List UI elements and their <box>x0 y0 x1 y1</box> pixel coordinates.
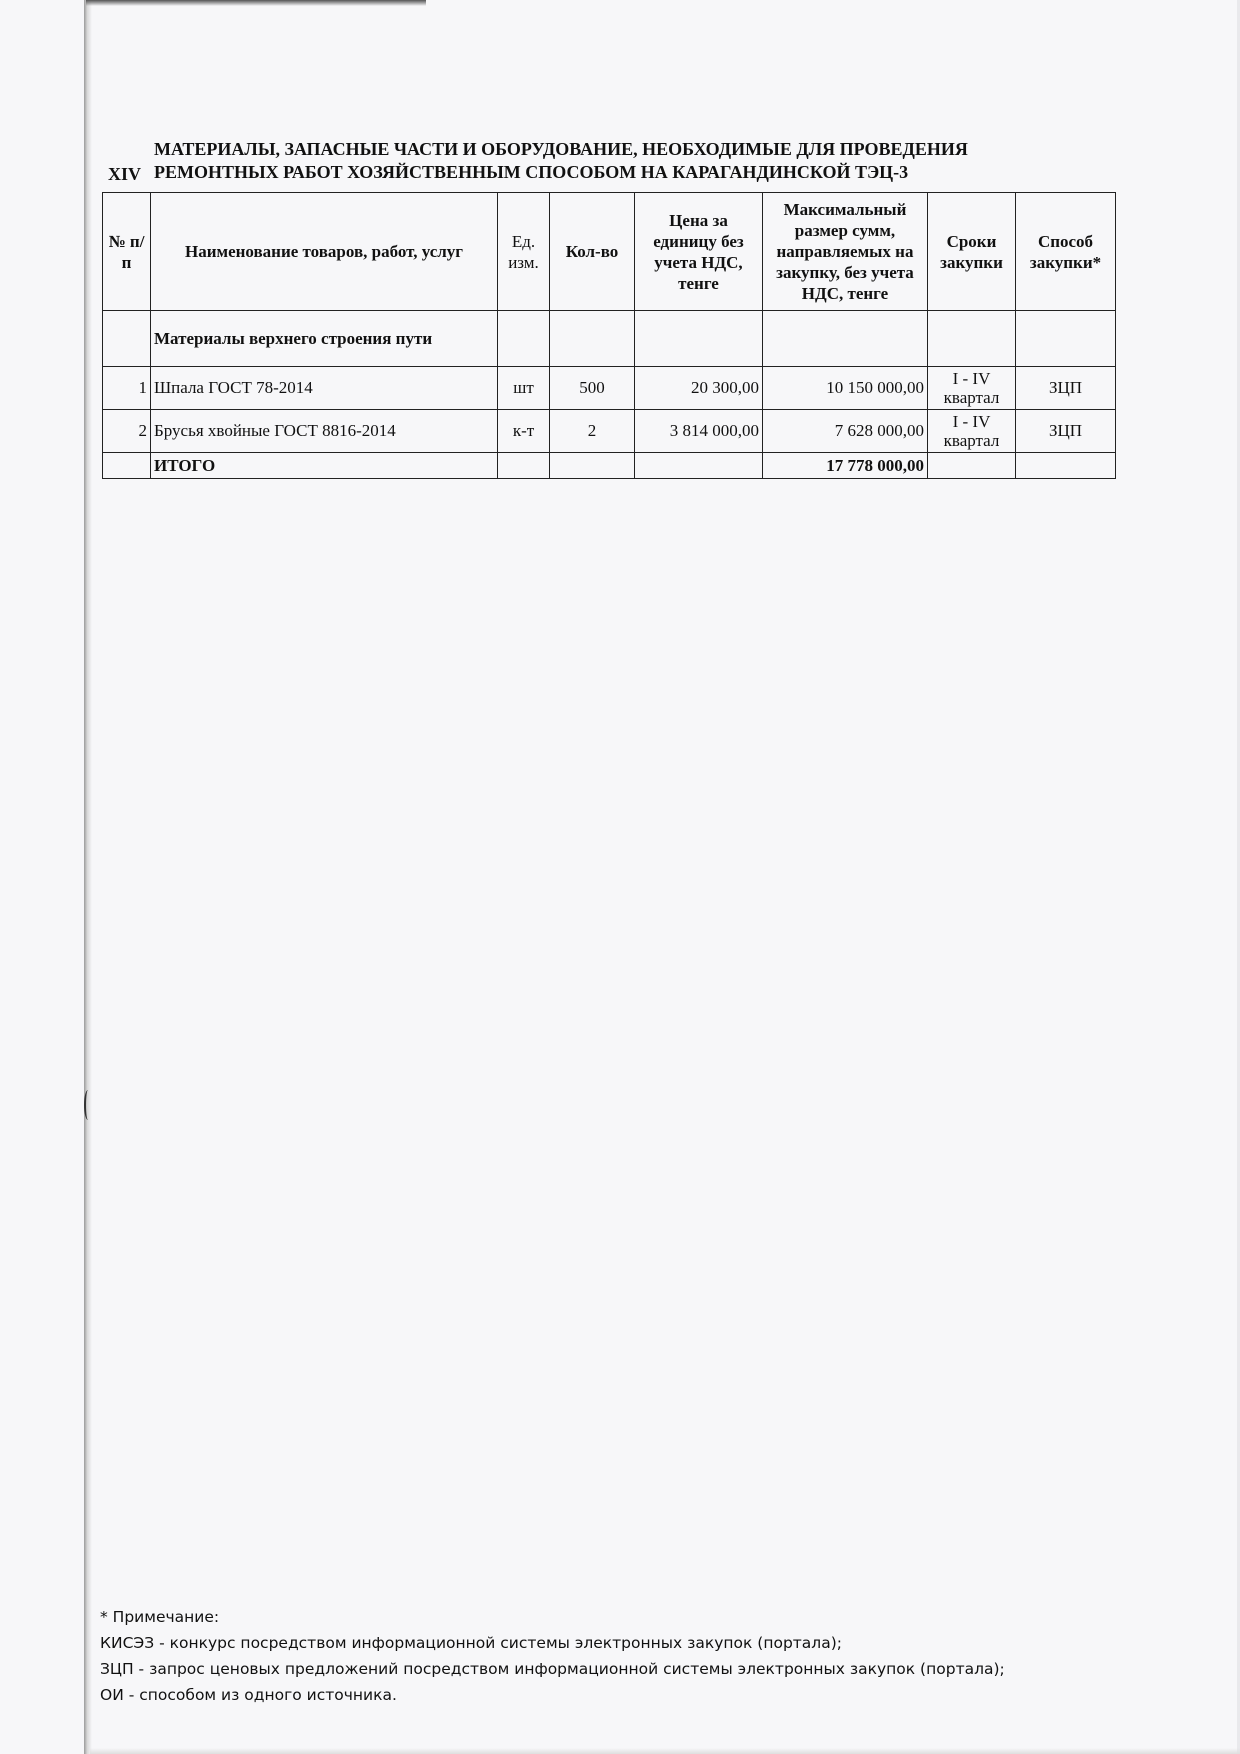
procurement-table <box>102 192 1116 479</box>
group-empty-cell <box>103 311 151 367</box>
footnote-title: * Примечание: <box>100 1608 220 1626</box>
group-empty-cell <box>498 311 550 367</box>
row-price: 20 300,00 <box>635 367 763 410</box>
header-max-sum: Максимальный размер сумм, направляемых на закупку, без учета НДС, тенге <box>763 193 928 311</box>
table-row <box>103 367 1116 410</box>
section-number: XIV <box>108 164 142 184</box>
header-num: № п/п <box>103 193 151 311</box>
row-period: I - IV квартал <box>928 367 1016 410</box>
total-empty-cell <box>498 453 550 479</box>
row-unit: шт <box>498 367 550 410</box>
header-method: Способ закупки* <box>1016 193 1116 311</box>
total-row <box>103 453 1116 479</box>
header-price: Цена за единицу без учета НДС, тенге <box>635 193 763 311</box>
footnote-line: ЗЦП - запрос ценовых предложений посредством информационной системы электронных закупок (портала); <box>100 1660 1005 1678</box>
table-row <box>103 410 1116 453</box>
total-empty-cell <box>928 453 1016 479</box>
section-title: МАТЕРИАЛЫ, ЗАПАСНЫЕ ЧАСТИ И ОБОРУДОВАНИЕ, НЕОБХОДИМЫЕ ДЛЯ ПРОВЕДЕНИЯ РЕМОНТНЫХ РАБОТ ХОЗЯЙСТВЕННЫМ СПОСОБОМ НА КАРАГАНДИНСКОЙ ТЭЦ-3 <box>154 139 968 182</box>
group-empty-cell <box>928 311 1016 367</box>
row-unit: к-т <box>498 410 550 453</box>
footnote-line: ОИ - способом из одного источника. <box>100 1686 397 1704</box>
scan-top-edge <box>86 0 426 6</box>
header-name: Наименование товаров, работ, услуг <box>151 193 498 311</box>
row-sum: 10 150 000,00 <box>763 367 928 410</box>
row-method: ЗЦП <box>1016 367 1116 410</box>
row-qty: 2 <box>550 410 635 453</box>
group-title: Материалы верхнего строения пути <box>151 311 498 367</box>
total-empty-cell <box>103 453 151 479</box>
row-sum: 7 628 000,00 <box>763 410 928 453</box>
total-label: ИТОГО <box>151 453 498 479</box>
footnote <box>100 1604 1005 1708</box>
total-empty-cell <box>550 453 635 479</box>
row-num: 1 <box>103 367 151 410</box>
header-period: Сроки закупки <box>928 193 1016 311</box>
group-empty-cell <box>635 311 763 367</box>
table-header-row <box>103 193 1116 311</box>
header-qty: Кол-во <box>550 193 635 311</box>
row-qty: 500 <box>550 367 635 410</box>
total-empty-cell <box>1016 453 1116 479</box>
group-row <box>103 311 1116 367</box>
row-num: 2 <box>103 410 151 453</box>
scan-binding-mark <box>84 1090 92 1120</box>
group-empty-cell <box>1016 311 1116 367</box>
row-name: Брусья хвойные ГОСТ 8816-2014 <box>151 410 498 453</box>
group-empty-cell <box>763 311 928 367</box>
row-method: ЗЦП <box>1016 410 1116 453</box>
scan-left-edge <box>84 0 92 1754</box>
row-period: I - IV квартал <box>928 410 1016 453</box>
total-sum: 17 778 000,00 <box>763 453 928 479</box>
group-empty-cell <box>550 311 635 367</box>
row-name: Шпала ГОСТ 78-2014 <box>151 367 498 410</box>
scan-bottom-edge <box>90 1748 1240 1754</box>
footnote-line: КИСЭЗ - конкурс посредством информационной системы электронных закупок (портала); <box>100 1634 842 1652</box>
total-empty-cell <box>635 453 763 479</box>
row-price: 3 814 000,00 <box>635 410 763 453</box>
header-unit: Ед. изм. <box>498 193 550 311</box>
